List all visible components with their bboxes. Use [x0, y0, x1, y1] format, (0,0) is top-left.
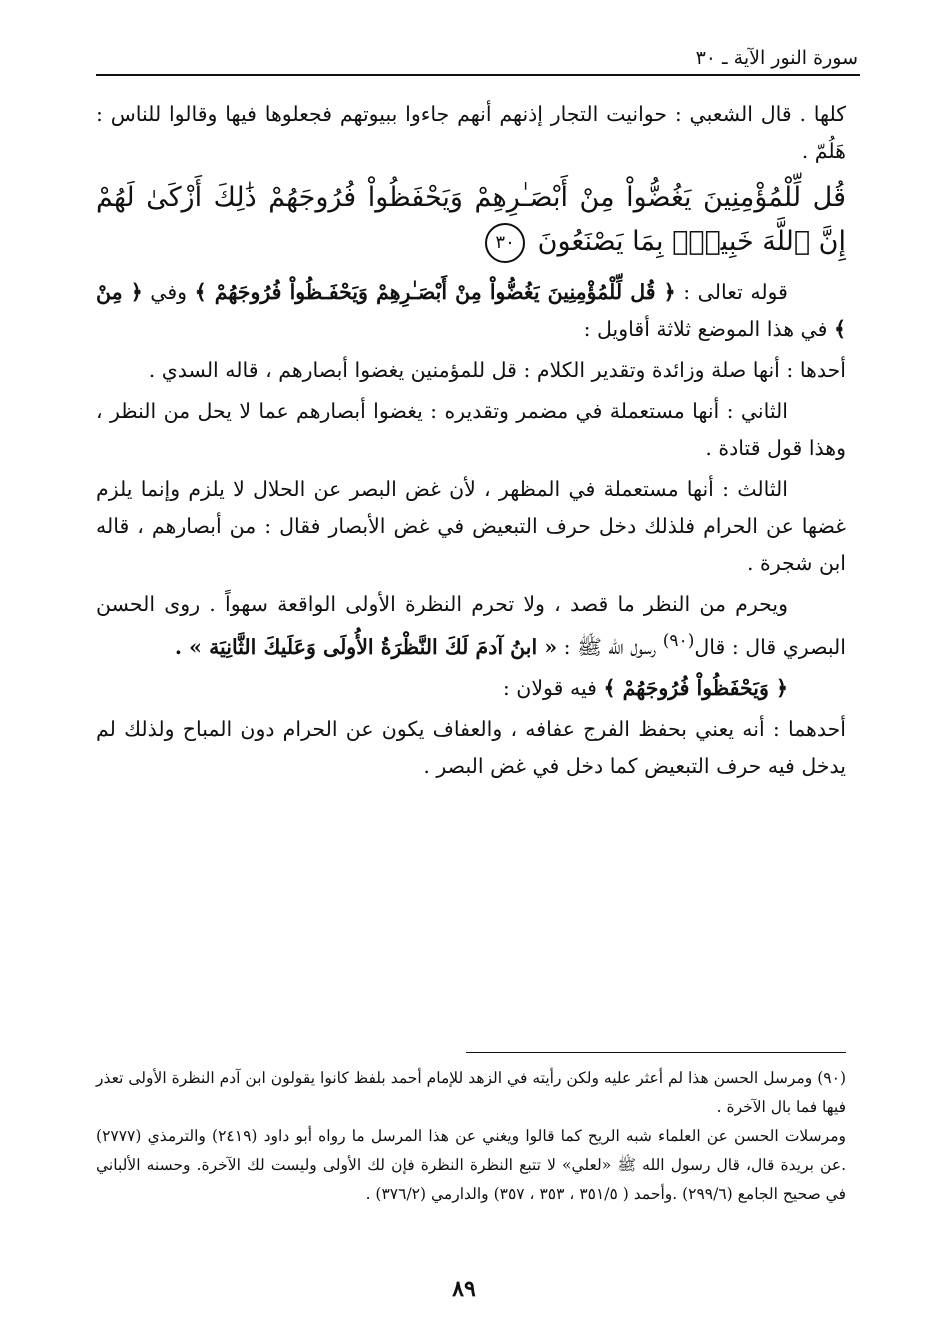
p2-prefix: قوله تعالى :	[683, 280, 788, 304]
paragraph-3: أحدها : أنها صلة وزائدة وتقدير الكلام : قل للمؤمنين يغضوا أبصارهم ، قاله السدي .	[148, 358, 846, 382]
p6-text-2: رسول الله ﷺ :	[563, 634, 657, 659]
paragraph-6	[96, 586, 846, 666]
running-header: سورة النور الآية ـ ٣٠	[695, 47, 858, 69]
ayah-number-marker: ٣٠	[485, 223, 525, 263]
verse-text: قُل لِّلْمُؤْمِنِينَ يَغُضُّواْ مِنْ أَبْصَـٰرِهِمْ وَيَحْفَظُواْ فُرُوجَهُمْ ذَٰلِكَ أَزْكَىٰ لَهُمْ إِنَّ ٱللَّهَ خَبِيرُۢ بِمَا يَصْنَعُونَ	[96, 182, 846, 257]
header-rule	[96, 74, 860, 76]
p2-suffix: في هذا الموضع ثلاثة أقاويل :	[583, 317, 828, 341]
main-text	[96, 96, 846, 789]
paragraph-7	[96, 670, 846, 707]
p2-middle: وفي	[150, 280, 188, 304]
paragraph-8: أحدهما : أنه يعني بحفظ الفرج عفافه ، والعفاف يكون عن الحرام دون المباح ولذلك لم يدخل فيه حرف التبعيض كما دخل في غض البصر .	[96, 716, 846, 778]
p7-suffix: فيه قولان :	[502, 675, 597, 700]
p7-quote: ﴿ وَيَحْفَظُواْ فُرُوجَهُمْ ﴾	[603, 675, 788, 700]
footnote-rule	[466, 1052, 846, 1053]
footnote-90: (٩٠) ومرسل الحسن هذا لم أعثر عليه ولكن رأيته في الزهد للإمام أحمد بلفظ كانوا يقولون ابن آدم النظرة الأولى تعذر فيها فما بال الآخرة .	[96, 1069, 846, 1116]
quran-verse	[96, 176, 846, 264]
p2-quote-2: ﴿ مِنْ ﴾	[96, 280, 846, 341]
p6-text: ويحرم من النظر ما قصد ، ولا تحرم النظرة الأولى الواقعة سهواً . روى الحسن البصري قال : قال	[96, 592, 846, 659]
p2-quote-1: ﴿ قُل لِّلْمُؤْمِنِينَ يَغُضُّواْ مِنْ أَبْصَـٰرِهِمْ وَيَحْفَـظُواْ فُرُوجَهُمْ ﴾	[194, 280, 676, 304]
footnotes	[96, 1064, 846, 1209]
hadith-quote: « ابنُ آدمَ لَكَ النَّظْرَةُ الأُولَى وَعَلَيكَ الثَّانِيَة » .	[174, 634, 558, 659]
paragraph-5: الثالث : أنها مستعملة في المظهر ، لأن غض البصر عن الحلال لا يلزم وإنما يلزم غضها عن الحرام فلذلك دخل حرف التبعيض في غض الأبصار فقال : من أبصارهم ، قاله ابن شجرة .	[96, 477, 846, 575]
page-number: ٨٩	[452, 1276, 476, 1302]
paragraph-1: كلها . قال الشعبي : حوانيت التجار إذنهم أنهم جاءوا ببيوتهم فجعلوها فيها وقالوا للناس : هَلُمّ .	[96, 102, 846, 163]
footnote-ref-90: (٩٠)	[662, 631, 695, 651]
paragraph-4: الثاني : أنها مستعملة في مضمر وتقديره : يغضوا أبصارهم عما لا يحل من النظر ، وهذا قول قتادة .	[96, 399, 846, 460]
paragraph-2	[96, 274, 846, 348]
footnote-90-continued: ومرسلات الحسن عن العلماء شبه الريح كما قالوا ويغني عن هذا المرسل ما رواه أبو داود (٢٤١٩) والترمذي (٢٧٧٧) .عن بريدة قال، قال رسول الله ﷺ «لعلي» لا تتبع النظرة النظرة فإن لك الأولى وليست لك الآخرة. وحسنه الألباني في صحيح الجامع (٢٩٩/٦) .وأحمد ( ٣٥١/٥ ، ٣٥٣ ، ٣٥٧) والدارمي (٣٧٦/٢) .	[96, 1127, 846, 1203]
